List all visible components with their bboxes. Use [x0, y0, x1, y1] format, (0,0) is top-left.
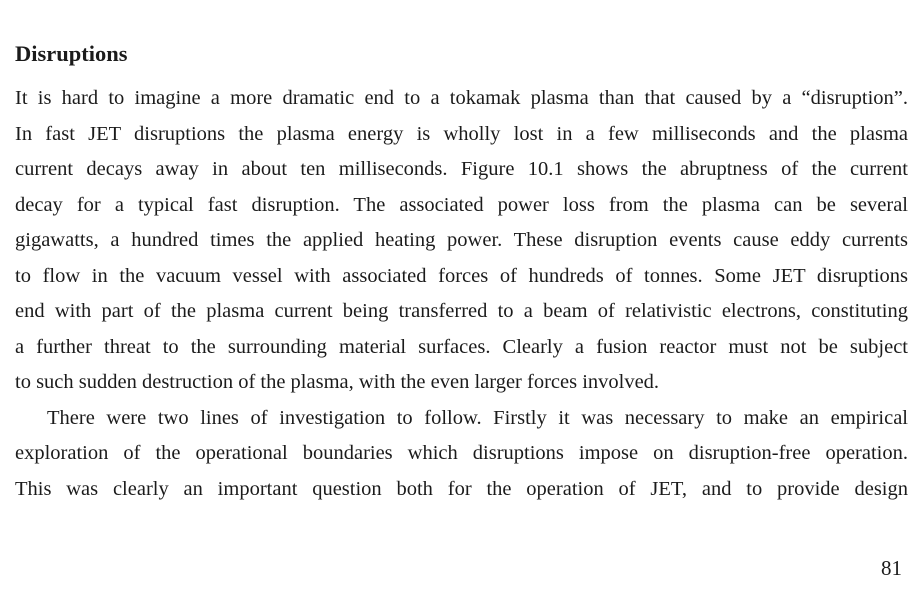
text-line: It is hard to imagine a more dramatic end to a tokamak plasma than that caused by a “disruption”. — [15, 87, 908, 109]
text-line: to flow in the vacuum vessel with associated forces of hundreds of tonnes. Some JET disruptions — [15, 264, 908, 287]
section-heading: Disruptions — [15, 41, 128, 66]
text-line: decay for a typical fast disruption. The associated power loss from the plasma can be several — [15, 193, 908, 216]
text-line: This was clearly an important question both for the operation of JET, and to provide design — [15, 477, 908, 500]
text-line: There were two lines of investigation to follow. Firstly it was necessary to make an empirical — [47, 406, 908, 429]
paragraph — [15, 401, 908, 508]
text-line: In fast JET disruptions the plasma energy is wholly lost in a few milliseconds and the plasma — [15, 122, 908, 145]
text-line: exploration of the operational boundaries which disruptions impose on disruption-free operation. — [15, 442, 908, 464]
text-line: gigawatts, a hundred times the applied heating power. These disruption events cause eddy currents — [15, 229, 908, 251]
body-text — [15, 81, 908, 507]
text-line: current decays away in about ten milliseconds. Figure 10.1 shows the abruptness of the current — [15, 158, 908, 180]
text-line: a further threat to the surrounding material surfaces. Clearly a fusion reactor must not be subject — [15, 335, 908, 358]
page-number: 81 — [881, 556, 902, 580]
text-line: to such sudden destruction of the plasma, with the even larger forces involved. — [15, 371, 660, 393]
paragraph — [15, 81, 908, 401]
text-line: end with part of the plasma current being transferred to a beam of relativistic electrons, constituting — [15, 300, 908, 322]
